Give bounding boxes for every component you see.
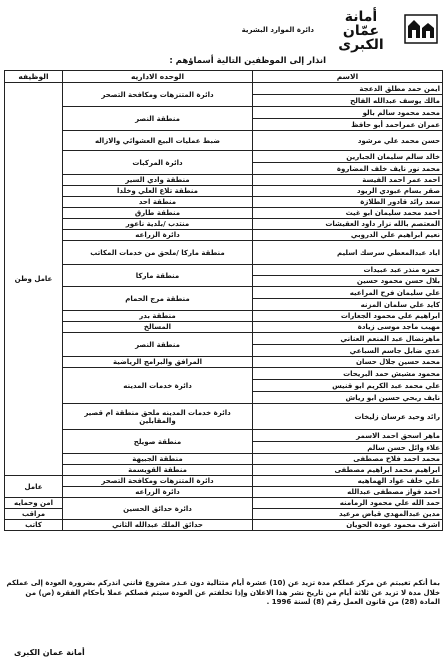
unit-cell: منطقة طارق [63, 208, 253, 219]
unit-cell: دائرة الزراعه [63, 230, 253, 241]
unit-cell: منطقة مرج الحمام [63, 287, 253, 311]
table-row: صقر بسام عبودي الريود [253, 186, 443, 197]
table-row: علي محمد عبد الكريم ابو قنيس [253, 380, 443, 392]
table-row: علاء وائل حسن سالم [253, 442, 443, 454]
table-row: مالك يوسف عبدالله الفالح [253, 95, 443, 107]
table-row: محمود مشيش حمد البريحات [253, 368, 443, 380]
unit-cell: منطقة الجبيهة [63, 454, 253, 465]
notice-paragraph: بما أنكم تغيبتم عن مركز عملكم مدة تزيد عن (10) عشرة أيام متتالية دون عـذر مشروع فانني انذركم بضرورة العودة إلى عملكم خلال مدة لا تزيد عن ثلاثة أيام من تاريخ نشر هذا الاعلان وإذا تخلفتم عن العودة سيتم فصلكم عملا بأحكام الفقرة (ص) من المادة (28) من قانون العمل رقم (8) لسنة 1996 . [6, 579, 440, 606]
table-row: علي سليمان فرح المراعيه [253, 287, 443, 299]
department-name: دائرة الموارد البشرية [241, 26, 314, 34]
table-row: ابراهيم علي محمود الجعارات [253, 311, 443, 322]
unit-cell: دائرة المركبات [63, 151, 253, 175]
table-row: احمد عمر احمد الفيسة [253, 175, 443, 186]
unit-cell: منطقة النصر [63, 333, 253, 357]
unit-cell: منتدب /بلدية ناعور [63, 219, 253, 230]
unit-cell: المرافق والبرامج الرياضية [63, 357, 253, 368]
job-cell: كاتب [5, 520, 63, 531]
table-row: اياد عبدالمعطي سرسك اسليم [253, 241, 443, 265]
amman-emblem-icon [404, 14, 438, 44]
unit-cell: منطقة ماركا [63, 265, 253, 287]
job-cell: عامل وطن [5, 83, 63, 476]
table-row: احمد محمد سليمان ابو غيث [253, 208, 443, 219]
unit-cell: منطقة صويلح [63, 430, 253, 454]
unit-cell: منطقة ماركا /ملحق من خدمات المكاتب [63, 241, 253, 265]
table-row: ابراهيم محمد ابراهيم مصطفى [253, 465, 443, 476]
table-row: عمران عمراحمد أبو حافظ [253, 119, 443, 131]
org-name-line2: عمّان [342, 23, 380, 39]
table-row: خالد سالم سليمان الجبارين [253, 151, 443, 163]
unit-cell: منطقة تلاع العلي وخلدا [63, 186, 253, 197]
column-header-job: الوظيفه [5, 71, 63, 83]
table-row: مدين عبدالمهدي قياض مرعيد [253, 509, 443, 520]
unit-cell: دائرة الزراعه [63, 487, 253, 498]
table-row: عدي ضابل جاسم السباعي [253, 345, 443, 357]
org-logo-text [320, 10, 402, 52]
table-row: حمزه منذر عبد عبيدات [253, 265, 443, 276]
unit-cell: منطقة النصر [63, 107, 253, 131]
unit-cell: منطقة احد [63, 197, 253, 208]
job-cell: امن وحمايه [5, 498, 63, 509]
org-logo [320, 6, 438, 52]
table-row: ماهرنضال عبد المنعم العناني [253, 333, 443, 345]
table-row: حسن محمد علي مرشود [253, 131, 443, 151]
unit-cell: دائرة المتنزهات ومكافحة التصحر [63, 83, 253, 107]
table-row: رائد وحيد عرسان زليخات [253, 404, 443, 430]
unit-cell: منطقة القويسمة [63, 465, 253, 476]
table-row: حمد الله علي محمود الرمامنه [253, 498, 443, 509]
unit-cell: دائرة المتنزهات ومكافحة التصحر [63, 476, 253, 487]
job-cell: عامل [5, 476, 63, 498]
table-row: بلال حسن محمود حسين [253, 276, 443, 287]
unit-cell: دائرة خدمات المدينه ملحق منطقة ام قصير والمقابلين [63, 404, 253, 430]
column-header-unit: الوحده الاداريه [63, 71, 253, 83]
unit-cell: حدائق الملك عبدالله الثاني [63, 520, 253, 531]
table-row: ايمن حمد مطلق الدعجة [253, 83, 443, 95]
table-row: مهيب ماجد موسى زيادة [253, 322, 443, 333]
unit-cell: دائرة حدائق الحسين [63, 498, 253, 520]
table-row: كايد علي سلمان المزنه [253, 299, 443, 311]
page-title: انذار إلى الموظفين التالية أسماؤهم : [169, 56, 326, 66]
unit-cell: منطقة بدر [63, 311, 253, 322]
table-row: نايف ربحي حسين ابو رياش [253, 392, 443, 404]
column-header-name: الاسم [253, 71, 443, 83]
job-cell: مراقب [5, 509, 63, 520]
org-name-line3: الكبرى [338, 37, 384, 53]
table-row: اشرف محمود عودة الحويان [253, 520, 443, 531]
table-row: محمد نور نايف خلف المضاروة [253, 163, 443, 175]
table-row: احمد فواز مصطفى عبدالله [253, 487, 443, 498]
unit-cell: ضبط عمليات البيع العشوائي والازاله [63, 131, 253, 151]
unit-cell: دائرة خدمات المدينه [63, 368, 253, 404]
table-row: محمد حسين جلال حسان [253, 357, 443, 368]
table-row: محمد محمود سالم بالو [253, 107, 443, 119]
table-row: المعتصم بالله نزار داود العقيشات [253, 219, 443, 230]
employees-table [4, 70, 443, 531]
table-row: علي خلف عواد الهماهيه [253, 476, 443, 487]
table-row: نعيم ابراهيم علي الدروبي [253, 230, 443, 241]
unit-cell: المسالخ [63, 322, 253, 333]
table-row: سعد رائد قادور الطلازة [253, 197, 443, 208]
table-row: محمد احمد فلاح مصطفى [253, 454, 443, 465]
unit-cell: منطقة وادي السير [63, 175, 253, 186]
table-row: ماهر اسحق احمد الاسمر [253, 430, 443, 442]
org-name-line1: أمانة [344, 9, 378, 25]
signature: أمانة عمان الكبرى [14, 648, 85, 657]
